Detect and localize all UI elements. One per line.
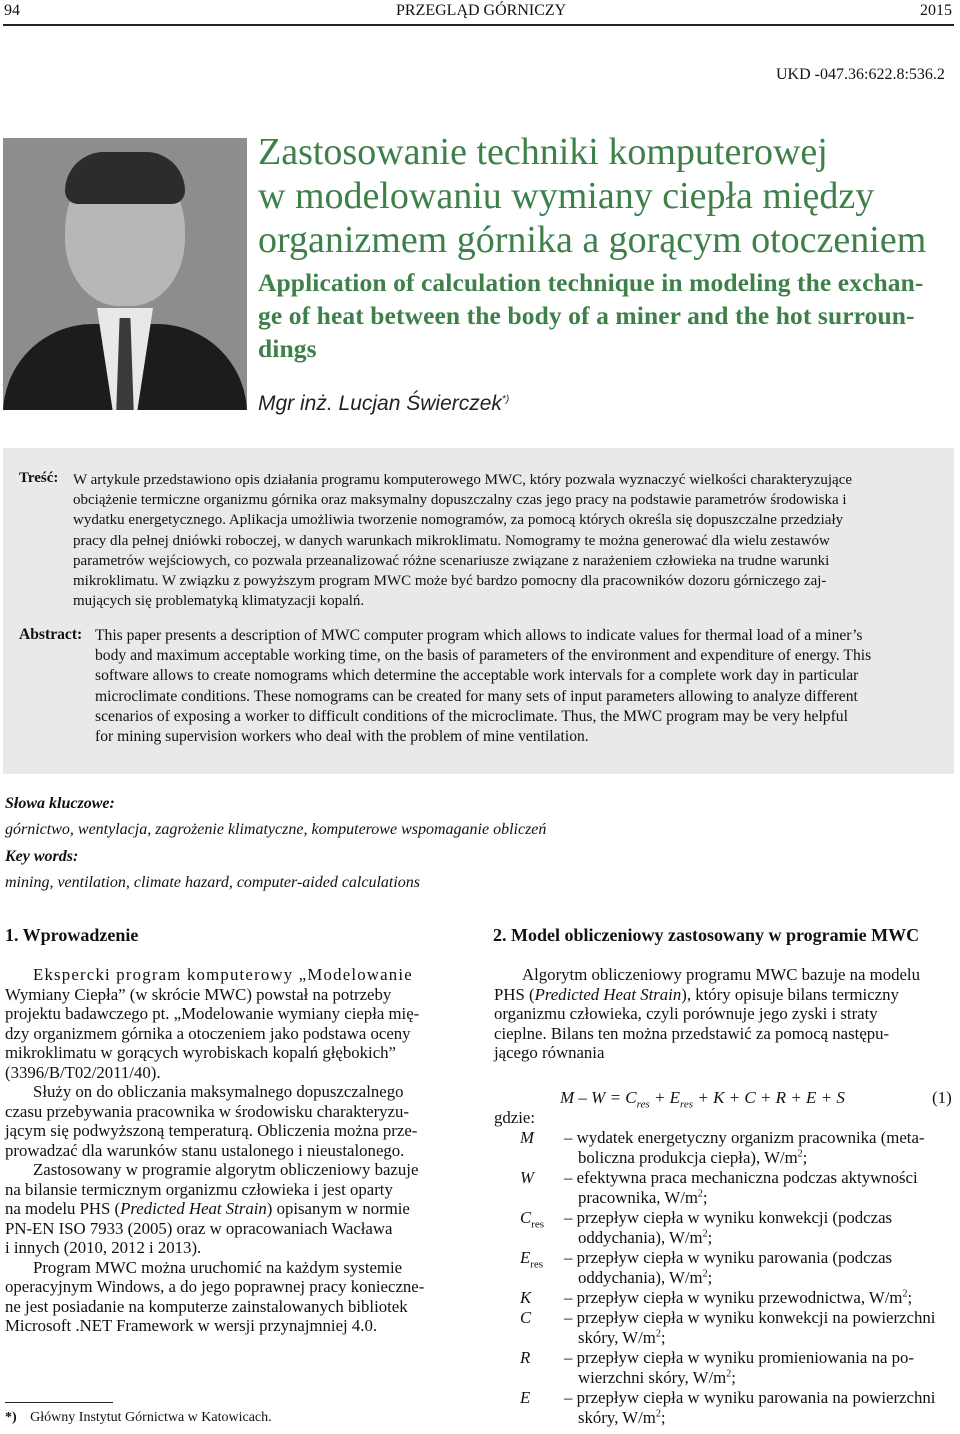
title-english <box>258 266 948 365</box>
footnote-rule <box>5 1402 113 1403</box>
equation-number: (1) <box>932 1088 952 1107</box>
body-line: ne jest posiadanie na komputerze zainstalowanych bibliotek <box>5 1296 408 1316</box>
eq-part: + K + C + R + E + S <box>693 1088 845 1107</box>
body-line: jącym się podwyższoną temperaturą. Obliczenia można prze- <box>5 1121 418 1140</box>
body-line <box>494 985 954 1005</box>
body-line: mikroklimatu w gorących wyrobiskach kopalń głębokich” <box>5 1043 396 1062</box>
abstract-pl-line: wydatku energetycznego. Aplikacja umożliwia tworzenie nomogramów, za pomocą których określa się dopuszczalne przedziały <box>73 512 844 529</box>
body-line: Ekspercki program komputerowy „Modelowanie <box>33 965 413 984</box>
abstract-en-line: software allows to create nomograms which determine the acceptable work intervals for a complete work day in particular <box>95 667 859 685</box>
body-line: Wymiany Ciepła” (w skrócie MWC) powstał na potrzeby <box>5 984 392 1004</box>
title-en-line: ge of heat between the body of a miner and the hot surroun- <box>258 301 915 330</box>
definition-symbol: E <box>520 1388 531 1407</box>
definition-line: skóry, $W/m^2$; <box>578 1407 666 1427</box>
definition-line: wierzchni skóry, $W/m^2$; <box>578 1367 736 1387</box>
unit-superscript: 2 <box>702 1267 708 1279</box>
definition-line: – przepływ ciepła w wyniku parowania na powierzchni <box>564 1388 936 1407</box>
section-2-body <box>494 965 954 1063</box>
abstract-en-line: body and maximum acceptable working time, on the basis of parameters of the environment and expenditure of energy. This <box>95 647 872 665</box>
abstract-pl-line: obciążenie termiczne organizmu górnika oraz maksymalny dopuszczalny czas jego pracy na podstawie parametrów środowiska i <box>73 492 847 509</box>
abstract-en-line: scenarios of exposing a worker to difficult conditions of the microclimate. Thus, the MWC program may be very helpful <box>95 707 848 725</box>
keywords-en-label: Key words: <box>5 848 79 865</box>
author-name: Mgr inż. Lucjan Świerczek <box>258 392 502 415</box>
journal-year: 2015 <box>920 2 952 19</box>
definition-text <box>564 1308 954 1347</box>
unit-superscript: 2 <box>797 1147 803 1159</box>
keywords-pl: górnictwo, wentylacja, zagrożenie klimatyczne, komputerowe wspomaganie obliczeń <box>5 821 547 838</box>
body-line <box>5 1199 465 1219</box>
footnote <box>5 1410 272 1426</box>
body-line: jącego równania <box>494 1043 605 1062</box>
page-number: 94 <box>4 2 20 19</box>
symbol-subscript: res <box>530 1258 544 1271</box>
definition-symbol: $E_{res}$ <box>520 1248 544 1271</box>
body-line: prowadzać dla warunków stanu ustalonego i nieustalonego. <box>5 1140 405 1160</box>
abstract-pl-label: Treść: <box>19 470 59 486</box>
abstract-en <box>95 626 941 747</box>
definition-line: oddychania), $W/m^2$; <box>578 1227 713 1247</box>
definition-line: pracownika, $W/m^2$; <box>578 1187 708 1207</box>
eq-part: M – W = C <box>560 1088 637 1107</box>
body-line: Program MWC można uruchomić na każdym systemie <box>33 1257 403 1277</box>
definition-text <box>564 1348 954 1387</box>
keywords-en: mining, ventilation, climate hazard, computer-aided calculations <box>5 874 421 891</box>
definition-symbol: W <box>520 1168 534 1187</box>
definition-text <box>564 1208 954 1247</box>
body-line: czasu przebywania pracownika w środowisku charakteryzu- <box>5 1101 409 1121</box>
abstract-pl-line: pracy dla pełnej dniówki roboczej, w danych warunkach mikroklimatu. Nomogramy te można generować dla wielu zestawów <box>73 532 830 549</box>
unit-superscript: 2 <box>726 1367 732 1379</box>
title-pl-line: w modelowaniu wymiany ciepła między <box>258 175 875 217</box>
definition-line: – przepływ ciepła w wyniku promieniowania na po- <box>564 1348 914 1367</box>
definition-line: oddychania), $W/m^2$; <box>578 1267 713 1287</box>
abstract-en-line: microclimate conditions. These nomograms can be created for many sets of input parameters allowing to analyze different <box>95 687 858 705</box>
body-line: organizmu człowieka, czyli porównuje jego zyski i straty <box>494 1004 878 1023</box>
body-line: PN-EN ISO 7933 (2005) oraz w opracowaniach Wacława <box>5 1218 393 1238</box>
eq-part: + E <box>649 1088 681 1107</box>
definition-line: boliczna produkcja ciepła), $W/m^2$; <box>578 1147 808 1167</box>
body-line: Służy on do obliczania maksymalnego dopuszczalnego <box>33 1082 404 1101</box>
definition-line: – efektywna praca mechaniczna podczas aktywności <box>564 1168 918 1187</box>
definition-symbol: R <box>520 1348 531 1367</box>
definition-line: – przepływ ciepła w wyniku przewodnictwa, $W/m^2$; <box>564 1288 913 1307</box>
footnote-text: Główny Instytut Górnictwa w Katowicach. <box>30 1410 272 1425</box>
body-line: Microsoft .NET Framework w wersji przynajmniej 4.0. <box>5 1316 378 1335</box>
definition-symbol: $C_{res}$ <box>520 1208 545 1231</box>
body-line: na bilansie termicznym organizmu człowieka i jest oparty <box>5 1179 393 1199</box>
body-span: ), który opisuje bilans termiczny <box>681 984 899 1004</box>
where-label: gdzie: <box>494 1108 536 1127</box>
section-1-body <box>5 965 465 1336</box>
definition-text <box>564 1168 954 1207</box>
author-photo <box>3 138 247 410</box>
definition-line: skóry, $W/m^2$; <box>578 1327 666 1347</box>
definition-line: – przepływ ciepła w wyniku konwekcji (podczas <box>564 1208 893 1227</box>
body-line: Zastosowany w programie algorytm obliczeniowy bazuje <box>33 1160 419 1179</box>
author-mark: *) <box>501 394 510 405</box>
journal-name: PRZEGLĄD GÓRNICZY <box>396 2 567 19</box>
eq-sub: res <box>636 1098 650 1111</box>
abstract-en-line: This paper presents a description of MWC computer program which allows to indicate values for thermal load of a miner’s <box>95 627 863 644</box>
author <box>258 392 509 416</box>
body-line <box>5 1277 465 1297</box>
body-span: ) opisanym w normie <box>266 1199 410 1218</box>
body-line: cieplne. Bilans ten można przedstawić za pomocą następu- <box>494 1023 890 1043</box>
abstract-pl-line: mikroklimatu. W związku z powyższym program MWC może być bardzo pomocny dla pracowników dozoru górniczego zaj- <box>73 573 827 590</box>
section-1-heading: 1. Wprowadzenie <box>5 925 139 945</box>
symbol-subscript: res <box>531 1218 545 1231</box>
body-span: PHS ( <box>494 984 535 1004</box>
title-polish <box>258 130 938 262</box>
udc-code: UKD -047.36:622.8:536.2 <box>776 66 945 83</box>
abstract-pl-line: parametrów wejściowych, co pozwala przeanalizować różne scenariusze związane z narażeniem człowieka na trudne warunki <box>73 552 830 569</box>
abstract-en-label: Abstract: <box>19 626 83 643</box>
unit-superscript: 2 <box>655 1407 661 1419</box>
definition-text <box>564 1288 954 1308</box>
title-pl-line: Zastosowanie techniki komputerowej <box>258 131 828 173</box>
title-en-line: Application of calculation technique in modeling the exchan- <box>258 268 924 297</box>
definition-line: – przepływ ciepła w wyniku konwekcji na powierzchni <box>564 1308 936 1327</box>
title-pl-line: organizmem górnika a gorącym otoczeniem <box>258 219 927 261</box>
abstract-en-line: for mining supervision workers who deal with the problem of mine ventilation. <box>95 728 589 746</box>
body-span: operacyjnym Windows, a do jego poprawnej pracy konieczne <box>5 1277 419 1296</box>
abstract-pl <box>73 470 943 611</box>
body-line: projektu badawczego pt. „Modelowanie wymiany ciepła mię- <box>5 1004 420 1023</box>
body-line: dzy organizmem górnika a otoczeniem jako podstawa oceny <box>5 1023 411 1043</box>
unit-superscript: 2 <box>655 1327 661 1339</box>
unit-superscript: 2 <box>902 1288 908 1300</box>
eq-sub: res <box>680 1098 694 1111</box>
body-line: (3396/B/T02/2011/40). <box>5 1062 161 1082</box>
header-rule <box>3 24 954 26</box>
definition-line: – przepływ ciepła w wyniku parowania (podczas <box>564 1248 893 1267</box>
definition-text <box>564 1128 954 1167</box>
body-line: Algorytm obliczeniowy programu MWC bazuje na modelu <box>522 965 920 984</box>
body-line: i innych (2010, 2012 i 2013). <box>5 1238 202 1257</box>
title-en-line: dings <box>258 334 317 363</box>
section-2-heading: 2. Model obliczeniowy zastosowany w programie MWC <box>493 925 920 945</box>
body-span: na modelu PHS ( <box>5 1199 121 1218</box>
definition-symbol: K <box>520 1288 532 1307</box>
keywords-pl-label: Słowa kluczowe: <box>5 795 115 812</box>
definition-symbol: C <box>520 1308 532 1327</box>
definition-line: – wydatek energetyczny organizm pracownika (meta- <box>564 1128 925 1147</box>
unit-superscript: 2 <box>702 1227 708 1239</box>
abstract-pl-line: W artykule przedstawiono opis działania programu komputerowego MWC, który pozwala wyznaczyć wielkości charakteryzujące <box>73 472 853 488</box>
body-italic: Predicted Heat Strain <box>534 984 682 1004</box>
unit-superscript: 2 <box>697 1187 703 1199</box>
definition-symbol: M <box>520 1128 534 1147</box>
definition-text <box>564 1388 954 1427</box>
definition-text <box>564 1248 954 1287</box>
footnote-mark: *) <box>5 1410 17 1425</box>
hyphen: - <box>418 1277 425 1296</box>
body-italic: Predicted Heat Strain <box>120 1199 267 1218</box>
abstract-pl-line: mujących się problematyką klimatyzacji kopalń. <box>73 593 365 610</box>
